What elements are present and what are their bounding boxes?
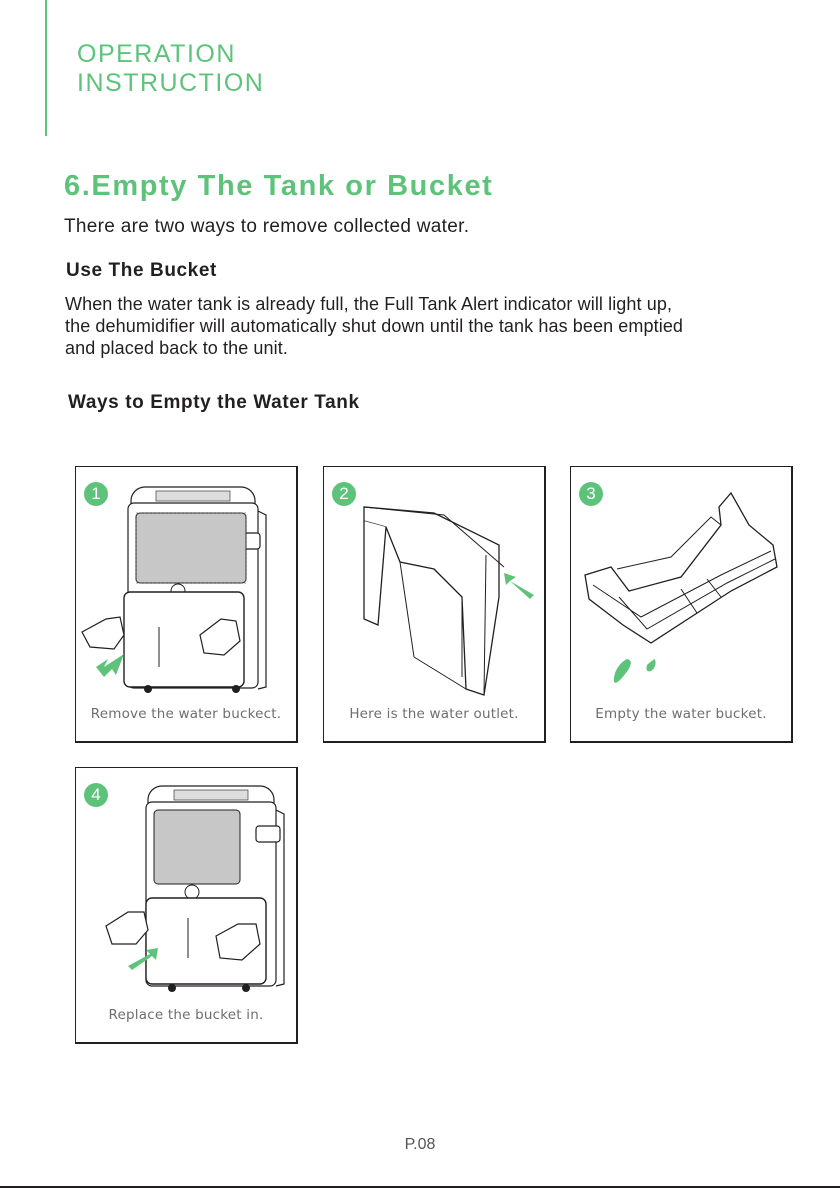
- step-card-3: [570, 466, 793, 743]
- dehumidifier-illustration: [76, 768, 299, 1045]
- header-line-1: OPERATION: [77, 40, 236, 68]
- step-caption: Remove the water buckect.: [90, 706, 282, 722]
- arrow-icon: [504, 573, 534, 599]
- water-bucket-illustration: [324, 467, 547, 744]
- step-number-badge: 3: [579, 482, 603, 506]
- step-card-2: [323, 466, 546, 743]
- section-title: 6.Empty The Tank or Bucket: [64, 170, 494, 202]
- page-number: P.08: [404, 1136, 436, 1153]
- water-drop-icon: [614, 659, 631, 683]
- step-card-4: [75, 767, 298, 1044]
- paragraph-line: and placed back to the unit.: [65, 338, 288, 358]
- arrow-icon: [96, 654, 124, 677]
- step-caption: Replace the bucket in.: [108, 1007, 264, 1023]
- step-number-badge: 2: [332, 482, 356, 506]
- page-header: [77, 40, 264, 98]
- section-intro: There are two ways to remove collected water.: [64, 216, 470, 237]
- water-drop-icon: [647, 659, 656, 671]
- step-caption: Here is the water outlet.: [349, 706, 519, 722]
- water-bucket-illustration: [571, 467, 794, 744]
- header-accent-rule: [45, 0, 47, 136]
- step-number-badge: 1: [84, 482, 108, 506]
- step-number-badge: 4: [84, 783, 108, 807]
- step-card-1: [75, 466, 298, 743]
- hand-icon: [82, 617, 124, 649]
- hand-icon: [106, 912, 148, 944]
- header-line-2: INSTRUCTION: [77, 69, 265, 97]
- use-bucket-heading: Use The Bucket: [66, 260, 217, 281]
- dehumidifier-illustration: [76, 467, 299, 744]
- step-caption: Empty the water bucket.: [595, 706, 767, 722]
- paragraph-line: the dehumidifier will automatically shut down until the tank has been emptied: [65, 316, 684, 336]
- use-bucket-paragraph: [65, 293, 805, 359]
- ways-heading: Ways to Empty the Water Tank: [68, 392, 360, 413]
- paragraph-line: When the water tank is already full, the Full Tank Alert indicator will light up,: [65, 294, 673, 314]
